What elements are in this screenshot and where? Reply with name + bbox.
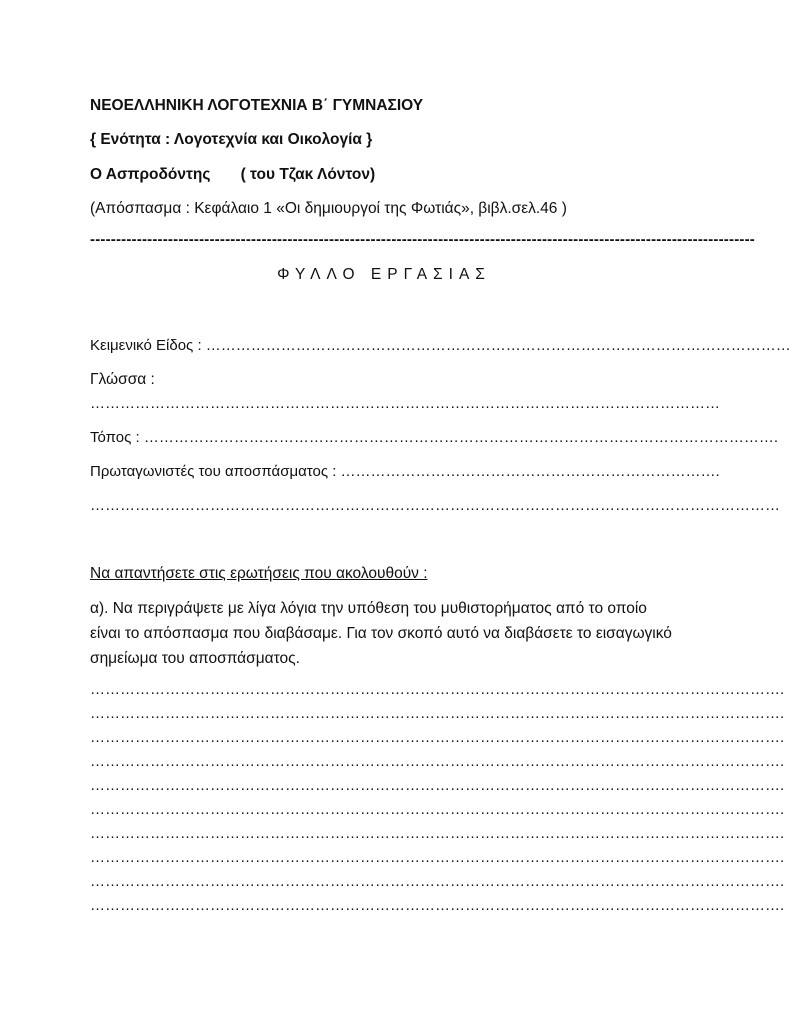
place-field: Τόπος : ……………………………………………………………………………………………………………….	[90, 429, 779, 446]
worksheet-title: ΦΥΛΛΟ ΕΡΓΑΣΙΑΣ	[277, 266, 491, 283]
answer-line: ………………………………………………………………………………………………………………………….	[90, 801, 785, 818]
answer-line: ………………………………………………………………………………………………………………………….	[90, 825, 785, 842]
answer-line: ………………………………………………………………………………………………………………………….	[90, 897, 785, 914]
protagonists-field: Πρωταγωνιστές του αποσπάσματος : ………………………………………………………………….	[90, 463, 720, 480]
answer-line: ………………………………………………………………………………………………………………………….	[90, 705, 785, 722]
work-title: Ο Ασπροδόντης ( του Τζακ Λόντον)	[90, 166, 376, 183]
course-title: ΝΕΟΕΛΛΗΝΙΚΗ ΛΟΓΟΤΕΧΝΙΑ Β΄ ΓΥΜΝΑΣΙΟΥ	[90, 97, 424, 114]
protagonists-extra-line: …………………………………………………………………………………………………………………………	[90, 497, 780, 514]
unit-title: { Ενότητα : Λογοτεχνία και Οικολογία }	[90, 131, 373, 148]
answer-line: ………………………………………………………………………………………………………………………….	[90, 777, 785, 794]
language-answer-line: ………………………………………………………………………………………………………………	[90, 395, 720, 412]
question-a: α). Να περιγράψετε με λίγα λόγια την υπόθεση του μυθιστορήματος από το οποίο είναι το απόσπασμα που διαβάσαμε. Για τον σκοπό αυτό να διαβάσετε το εισαγωγικό σημείωμα του αποσπάσματος.	[90, 600, 672, 667]
genre-field: Κειμενικό Είδος : ………………………………………………………………………………………………………	[90, 337, 791, 354]
answer-line: ………………………………………………………………………………………………………………………….	[90, 753, 785, 770]
questions-heading: Να απαντήσετε στις ερωτήσεις που ακολουθούν :	[90, 565, 428, 582]
answer-line: ………………………………………………………………………………………………………………………….	[90, 681, 785, 698]
answer-line: ………………………………………………………………………………………………………………………….	[90, 729, 785, 746]
language-label: Γλώσσα :	[90, 371, 155, 388]
answer-line: ………………………………………………………………………………………………………………………….	[90, 873, 785, 890]
excerpt-reference: (Απόσπασμα : Κεφάλαιο 1 «Οι δημιουργοί της Φωτιάς», βιβλ.σελ.46 )	[90, 200, 567, 217]
separator-line: --------------------------------------------------------------------------------------------------------------------------------	[90, 231, 755, 248]
answer-line: ………………………………………………………………………………………………………………………….	[90, 849, 785, 866]
